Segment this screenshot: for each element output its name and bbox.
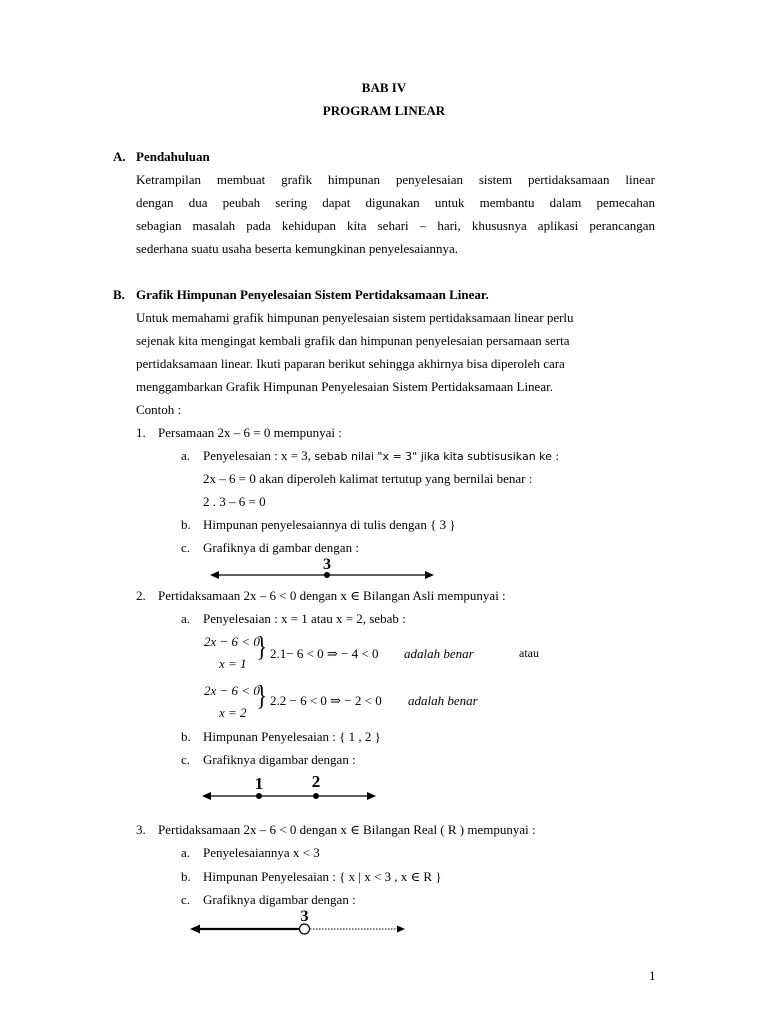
item1-a-line3: 2 . 3 – 6 = 0 — [203, 494, 266, 509]
item1-b-marker: b. — [181, 517, 191, 532]
item3-c-text: Grafiknya digambar dengan : — [203, 892, 356, 907]
point-1 — [256, 793, 262, 799]
item1-number: 1. — [136, 425, 146, 440]
item1-c-text: Grafiknya di gambar dengan : — [203, 540, 359, 555]
item1-a-text-sans: sebab nilai "x = 3" jika kita subtisusikan ke : — [314, 450, 560, 463]
section-b-heading: Grafik Himpunan Penyelesaian Sistem Pertidaksamaan Linear. — [136, 287, 489, 302]
page-number: 1 — [649, 968, 656, 983]
right-arrow — [367, 792, 376, 800]
item2-b-text: Himpunan Penyelesaian : { 1 , 2 } — [203, 729, 381, 744]
section-b-line: menggambarkan Grafik Himpunan Penyelesaian Sistem Pertidaksamaan Linear. — [136, 379, 553, 394]
item3-number: 3. — [136, 822, 146, 837]
label-1: 1 — [254, 774, 264, 793]
item3-b-text: Himpunan Penyelesaian : { x | x < 3 , x ∈ R } — [203, 869, 442, 884]
system1-brace: } — [256, 632, 268, 663]
section-a-heading: Pendahuluan — [136, 149, 210, 164]
item1-a-text — [203, 448, 559, 464]
system2-note: adalah benar — [408, 693, 478, 708]
point-2 — [313, 793, 319, 799]
right-arrow — [397, 926, 405, 933]
system2-result: 2.2 − 6 < 0 ⇒ − 2 < 0 — [270, 693, 382, 708]
system1-result: 2.1− 6 < 0 ⇒ − 4 < 0 — [270, 646, 379, 661]
label-3: 3 — [323, 556, 331, 573]
open-point-3 — [300, 924, 310, 934]
system2-brace: } — [256, 681, 268, 712]
item1-text: Persamaan 2x – 6 = 0 mempunyai : — [158, 425, 342, 440]
left-arrow — [202, 792, 211, 800]
item3-a-marker: a. — [181, 845, 191, 860]
item2-a-text: Penyelesaian : x = 1 atau x = 2, sebab : — [203, 611, 406, 626]
label-3: 3 — [300, 908, 309, 925]
left-arrow — [210, 571, 219, 579]
section-b-line: sejenak kita mengingat kembali grafik dan himpunan penyelesaian persamaan serta — [136, 333, 570, 348]
section-b-marker: B. — [113, 287, 125, 302]
system1-bottom: x = 1 — [219, 656, 247, 671]
item2-number: 2. — [136, 588, 146, 603]
chapter-title: BAB IV — [361, 80, 407, 95]
item1-a-marker: a. — [181, 448, 191, 463]
atau-label: atau — [519, 646, 539, 660]
number-line-3 — [186, 906, 411, 940]
system1-top: 2x − 6 < 0 — [204, 634, 260, 649]
item2-a-marker: a. — [181, 611, 191, 626]
item2-text: Pertidaksamaan 2x – 6 < 0 dengan x ∈ Bilangan Asli mempunyai : — [158, 588, 506, 603]
item3-text: Pertidaksamaan 2x – 6 < 0 dengan x ∈ Bilangan Real ( R ) mempunyai : — [158, 822, 536, 837]
item2-c-marker: c. — [181, 752, 191, 767]
item2-c-text: Grafiknya digambar dengan : — [203, 752, 356, 767]
left-arrow — [190, 925, 200, 934]
contoh-label: Contoh : — [136, 402, 182, 417]
system1-note: adalah benar — [404, 646, 474, 661]
number-line-1 — [205, 553, 440, 587]
number-line-2 — [197, 772, 382, 806]
item3-a-text: Penyelesaiannya x < 3 — [203, 845, 320, 860]
item3-c-marker: c. — [181, 892, 191, 907]
item3-b-marker: b. — [181, 869, 191, 884]
section-b-line: Untuk memahami grafik himpunan penyelesaian sistem pertidaksamaan linear perlu — [136, 310, 574, 325]
section-b-line: pertidaksamaan linear. Ikuti paparan berikut sehingga akhirnya bisa diperoleh cara — [136, 356, 565, 371]
item2-b-marker: b. — [181, 729, 191, 744]
right-arrow — [425, 571, 434, 579]
chapter-subtitle: PROGRAM LINEAR — [322, 103, 446, 118]
label-2: 2 — [311, 772, 321, 791]
section-a-line: sederhana suatu usaha beserta kemungkinan penyelesaiannya. — [136, 241, 458, 256]
section-a-marker: A. — [113, 149, 126, 164]
item1-a-line2: 2x – 6 = 0 akan diperoleh kalimat tertutup yang bernilai benar : — [203, 471, 533, 486]
section-a-line: sebagian masalah pada kehidupan kita sehari – hari, khususnya aplikasi perancangan — [136, 218, 655, 233]
section-a-line: Ketrampilan membuat grafik himpunan penyelesaian sistem pertidaksamaan linear — [136, 172, 655, 187]
item1-c-marker: c. — [181, 540, 191, 555]
item1-a-text-main: Penyelesaian : x = 3, — [203, 448, 312, 463]
item1-b-text: Himpunan penyelesaiannya di tulis dengan { 3 } — [203, 517, 456, 532]
system2-bottom: x = 2 — [219, 705, 247, 720]
section-a-line: dengan dua peubah sering dapat digunakan untuk membantu dalam pemecahan — [136, 195, 655, 210]
system2-top: 2x − 6 < 0 — [204, 683, 260, 698]
